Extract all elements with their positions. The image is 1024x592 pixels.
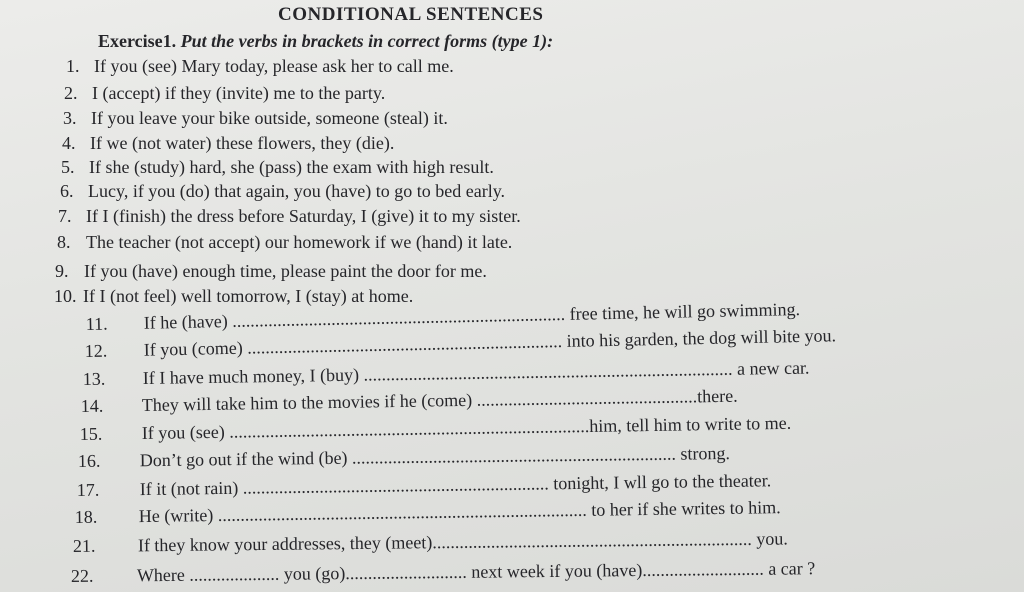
item-text: If I (finish) the dress before Saturday, I (give) it to my sister. <box>86 206 521 226</box>
item-text: If I (not feel) well tomorrow, I (stay) at home. <box>83 286 414 306</box>
answer-blank[interactable]: ................................................. <box>476 386 698 410</box>
exercise-item <box>63 108 448 129</box>
item-prompt: If you (see) <box>141 421 225 444</box>
item-number: 18. <box>74 506 98 528</box>
item-continuation: free time, he will go swimming. <box>569 299 801 324</box>
page-title: CONDITIONAL SENTENCES <box>278 4 544 25</box>
answer-blank[interactable]: ........................... <box>642 558 764 581</box>
item-text: If you leave your bike outside, someone (steal) it. <box>91 108 448 128</box>
exercise-instruction: Put the verbs in brackets in correct forms (type 1): <box>180 31 554 51</box>
exercise-item <box>54 286 413 307</box>
exercise-item <box>58 206 521 227</box>
answer-blank[interactable]: ...................................................................... <box>246 331 563 358</box>
answer-blank[interactable]: .......................................................................... <box>231 303 566 331</box>
answer-blank[interactable]: .................... <box>189 563 280 585</box>
answer-blank[interactable]: ....................................................................... <box>432 528 752 553</box>
item-prompt: Where <box>136 564 185 586</box>
item-number: 11. <box>85 313 108 335</box>
answer-blank[interactable]: ................................................................................ <box>229 416 590 442</box>
exercise-item <box>55 261 487 282</box>
item-text: Lucy, if you (do) that again, you (have) to go to bed early. <box>88 181 506 201</box>
item-continuation: to her if she writes to him. <box>591 497 781 520</box>
item-number: 16. <box>77 450 101 472</box>
item-number: 2. <box>64 83 78 103</box>
item-number: 22. <box>70 565 94 587</box>
item-prompt-part: next week if you (have) <box>471 560 643 582</box>
item-continuation: into his garden, the dog will bite you. <box>566 325 837 351</box>
exercise-item <box>62 133 394 154</box>
item-prompt: If you (come) <box>143 337 243 360</box>
item-text: The teacher (not accept) our homework if we (hand) it late. <box>86 232 513 252</box>
item-continuation: there. <box>697 385 738 407</box>
item-text: I (accept) if they (invite) me to the party. <box>92 83 386 103</box>
gap-item <box>75 497 781 528</box>
exercise-heading <box>98 31 553 52</box>
answer-blank[interactable]: ........................... <box>345 561 467 584</box>
gap-item <box>83 358 810 390</box>
item-prompt: If they know your addresses, they (meet) <box>137 532 433 556</box>
item-number: 6. <box>60 181 74 201</box>
item-number: 14. <box>80 395 104 417</box>
item-number: 13. <box>82 368 106 390</box>
exercise-item <box>61 157 494 178</box>
exercise-item <box>66 56 454 77</box>
item-number: 4. <box>62 133 76 153</box>
item-prompt-part: you (go) <box>283 563 346 584</box>
answer-blank[interactable]: .................................................................................. <box>363 358 733 385</box>
item-continuation: strong. <box>680 443 731 464</box>
item-continuation: him, tell him to write to me. <box>589 412 792 436</box>
item-continuation: a new car. <box>736 357 810 379</box>
item-text: If you (have) enough time, please paint the door for me. <box>84 261 487 281</box>
item-prompt: If he (have) <box>143 311 228 333</box>
exercise-item <box>60 181 505 202</box>
item-number: 3. <box>63 108 77 128</box>
gap-item <box>77 470 772 501</box>
gap-item <box>73 529 788 557</box>
exercise-item <box>64 83 385 104</box>
item-number: 15. <box>79 423 103 445</box>
item-number: 7. <box>58 206 72 226</box>
gap-item <box>78 443 730 472</box>
item-continuation: a car ? <box>768 558 816 579</box>
item-prompt: If I have much money, I (buy) <box>142 364 360 389</box>
item-number: 17. <box>76 479 100 501</box>
answer-blank[interactable]: .................................................................................. <box>217 499 587 526</box>
item-prompt: Don’t go out if the wind (be) <box>139 447 348 471</box>
gap-item <box>80 413 792 445</box>
item-prompt: If it (not rain) <box>139 477 239 500</box>
item-number: 9. <box>55 261 69 281</box>
item-number: 1. <box>66 56 80 76</box>
item-number: 21. <box>72 535 96 557</box>
item-continuation: you. <box>756 528 788 549</box>
exercise-label: Exercise1. <box>98 31 177 51</box>
item-continuation: tonight, I wll go to the theater. <box>553 470 772 494</box>
item-text: If she (study) hard, she (pass) the exam with high result. <box>89 157 494 177</box>
item-number: 5. <box>61 157 75 177</box>
gap-item <box>71 558 816 587</box>
item-prompt: They will take him to the movies if he (come) <box>141 389 473 416</box>
item-number: 12. <box>84 340 108 362</box>
item-text: If we (not water) these flowers, they (die). <box>90 133 395 153</box>
item-prompt: He (write) <box>138 505 214 527</box>
item-text: If you (see) Mary today, please ask her to call me. <box>94 56 454 76</box>
item-number: 10. <box>54 286 77 306</box>
exercise-item <box>57 232 512 253</box>
answer-blank[interactable]: ........................................................................ <box>351 443 677 468</box>
item-number: 8. <box>57 232 71 252</box>
gap-item <box>81 386 738 417</box>
answer-blank[interactable]: .................................................................... <box>242 473 549 498</box>
